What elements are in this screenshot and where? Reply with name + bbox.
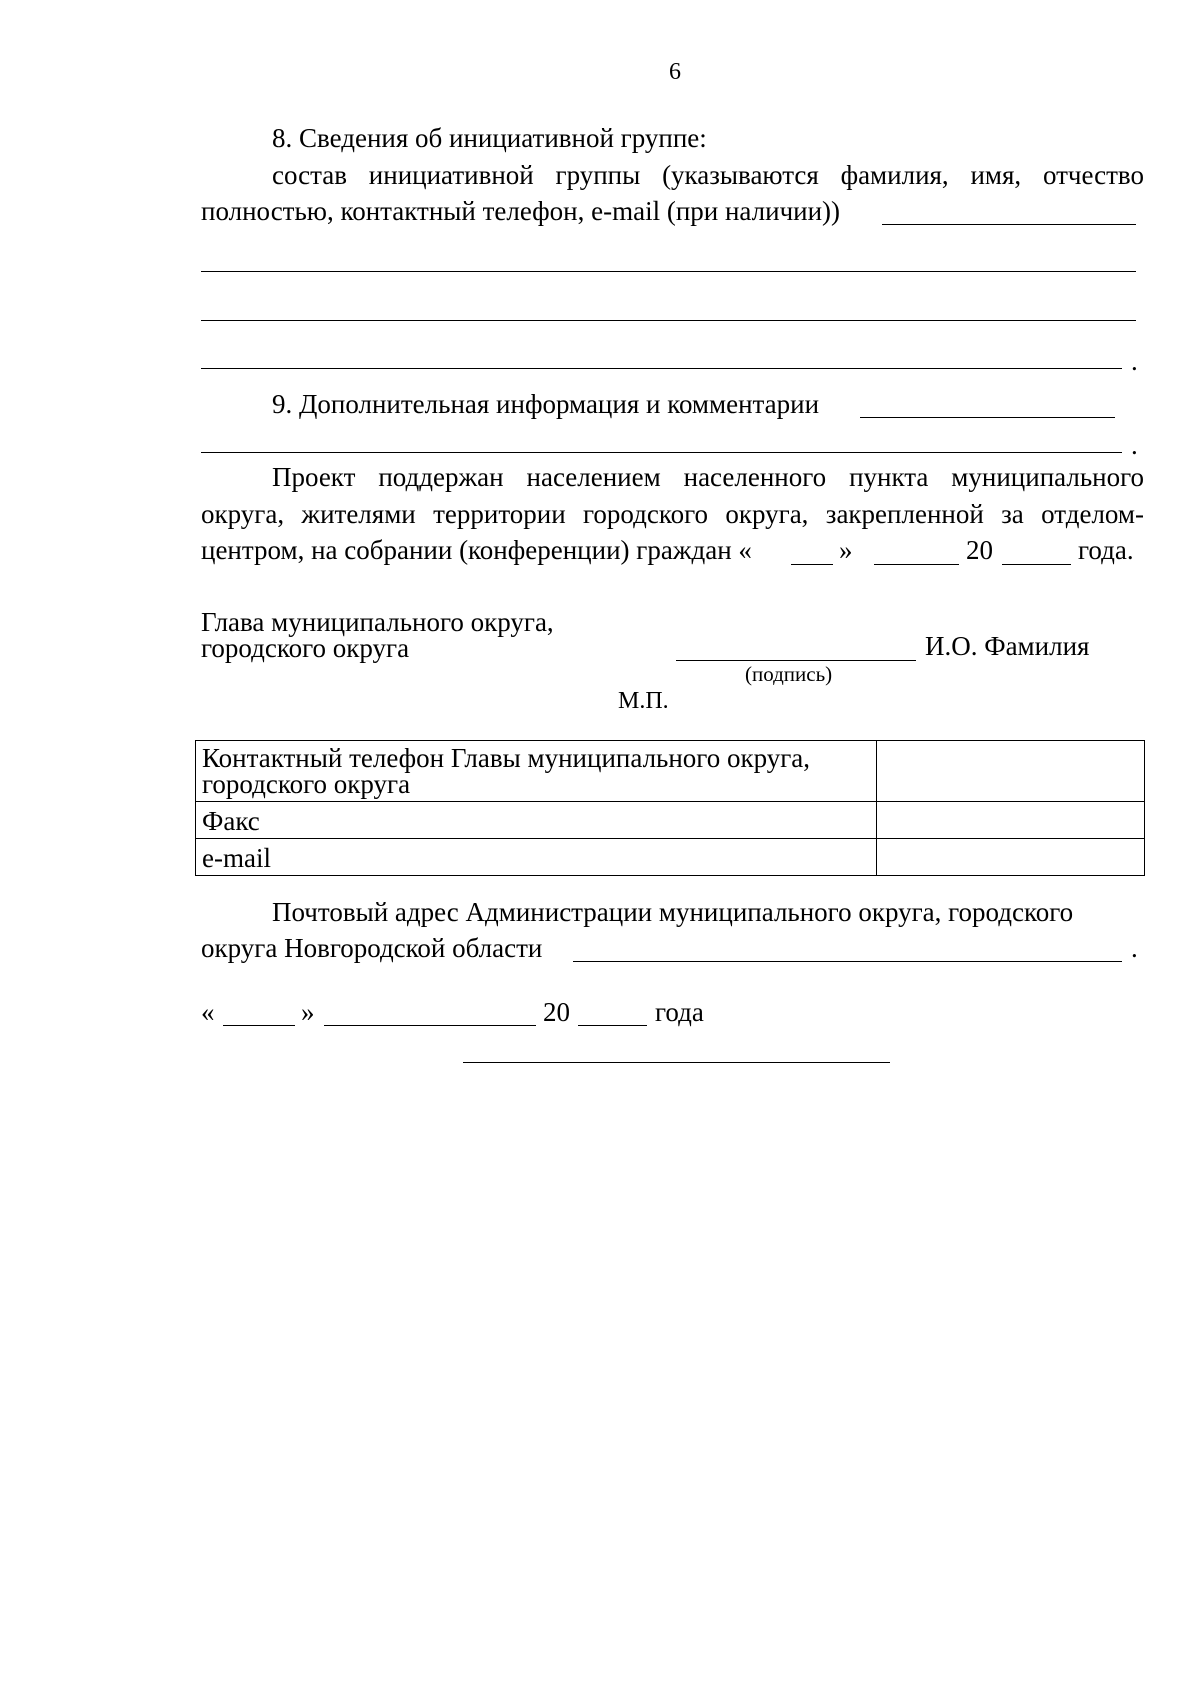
meeting-year-prefix: 20 [966,535,993,565]
support-line-2: округа, жителями территории городского округа, закрепленной за отделом- [201,499,1144,529]
support-line-1: Проект поддержан населением населенного пункта муниципального [272,462,1144,492]
contact-phone-label: Контактный телефон Главы муниципального округа, городского округа [196,741,877,802]
meeting-day-field[interactable] [791,564,833,565]
group-members-field-line-3[interactable] [201,320,1136,321]
group-members-field-line-2[interactable] [201,271,1136,272]
support-line-3: центром, на собрании (конференции) граждан « [201,535,752,565]
signatory-title-line-2: городского округа [201,633,410,663]
signatory-name: И.О. Фамилия [925,631,1090,661]
meeting-quote-close: » [839,535,853,565]
signature-field[interactable] [676,660,916,661]
meeting-month-field[interactable] [874,564,959,565]
section-8-line-2: полностью, контактный телефон, e-mail (при наличии)) [201,196,841,226]
date-open-quote: « [201,997,215,1027]
fax-value[interactable] [877,802,1145,839]
email-label: e-mail [196,839,877,876]
postal-address-field[interactable] [573,961,1122,962]
date-year-prefix: 20 [543,997,570,1027]
fax-label: Факс [196,802,877,839]
table-row [196,741,1145,802]
date-day-field[interactable] [223,1025,295,1026]
email-value[interactable] [877,839,1145,876]
section-8-heading: 8. Сведения об инициативной группе: [272,123,707,153]
table-row [196,802,1145,839]
comments-field-line-1[interactable] [860,417,1115,418]
page-number: 6 [669,59,681,85]
date-month-field[interactable] [324,1025,536,1026]
closing-divider [463,1062,890,1063]
meeting-year-suffix: года. [1078,535,1134,565]
postal-address-line-2: округа Новгородской области [201,933,543,963]
group-members-field-line-1[interactable] [882,224,1136,225]
date-close-quote: » [301,997,315,1027]
period-mark: . [1131,430,1138,460]
date-year-suffix: года [655,997,704,1027]
table-row [196,839,1145,876]
stamp-place-label: М.П. [618,688,669,714]
signatory-title-line-1: Глава муниципального округа, [201,607,554,637]
section-9-heading: 9. Дополнительная информация и комментарии [272,389,820,419]
section-8-line-1: состав инициативной группы (указываются фамилия, имя, отчество [272,160,1144,190]
contacts-table [195,740,1145,876]
period-mark: . [1131,346,1138,376]
group-members-field-line-4[interactable] [201,368,1122,369]
meeting-year-field[interactable] [1002,564,1071,565]
postal-address-line-1: Почтовый адрес Администрации муниципального округа, городского [272,897,1074,927]
signature-caption: (подпись) [745,662,833,686]
period-mark: . [1131,933,1138,963]
contact-phone-value[interactable] [877,741,1145,802]
comments-field-line-2[interactable] [201,452,1122,453]
date-year-field[interactable] [578,1025,647,1026]
